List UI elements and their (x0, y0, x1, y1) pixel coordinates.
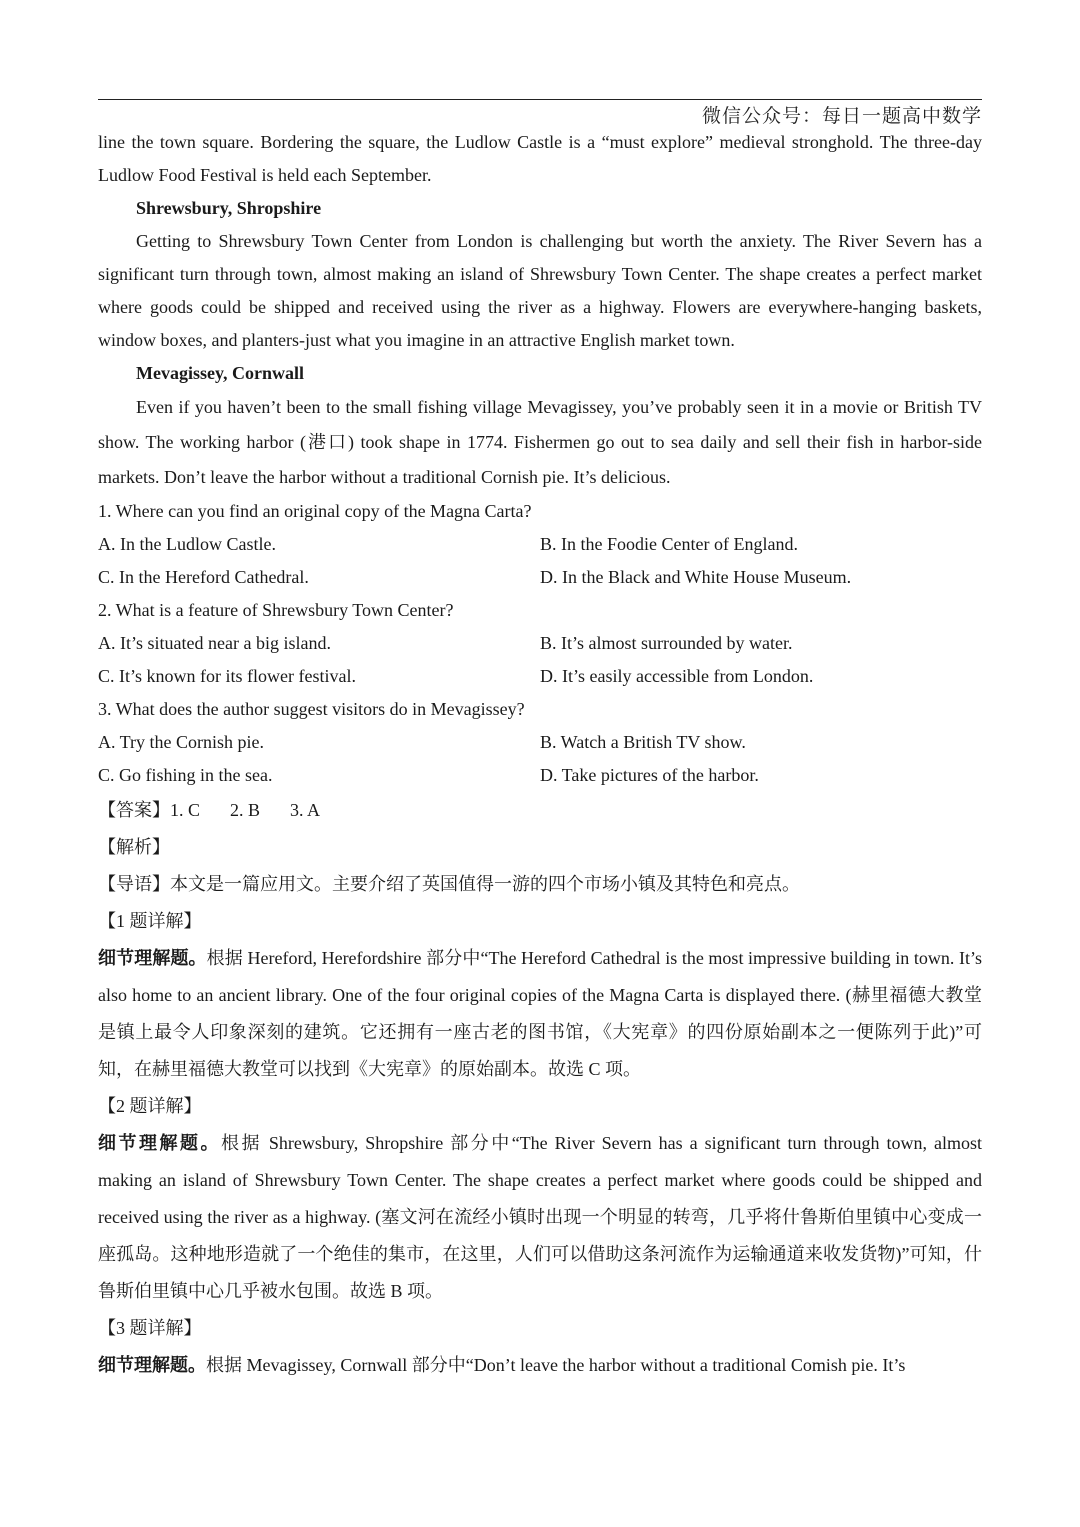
section-title-mevagissey: Mevagissey, Cornwall (136, 363, 304, 383)
detail-text-3 (98, 1347, 982, 1384)
guide-text: 本文是一篇应用文。主要介绍了英国值得一游的四个市场小镇及其特色和亮点。 (170, 874, 800, 894)
question-options (98, 528, 982, 594)
option-a: A. In the Ludlow Castle. (98, 534, 276, 554)
option-d: D. In the Black and White House Museum. (540, 567, 852, 587)
document-content (98, 126, 982, 1384)
detail-type: 细节理解题。 (98, 948, 207, 968)
option-c: C. Go fishing in the sea. (98, 765, 273, 785)
analysis-label: 【解析】 (98, 837, 170, 857)
option-b: B. It’s almost surrounded by water. (540, 633, 793, 653)
detail-body: 根据 Mevagissey, Cornwall 部分中“Don’t leave the harbor without a traditional Comish pie. It’s (206, 1355, 906, 1375)
question-2 (98, 594, 982, 693)
detail-text-1 (98, 940, 982, 1088)
question-stem: 1. Where can you find an original copy of the Magna Carta? (98, 501, 532, 521)
question-3 (98, 693, 982, 792)
detail-label-2: 【2 题详解】 (98, 1096, 202, 1116)
answer-2: 2. B (230, 800, 261, 820)
detail-type: 细节理解题。 (98, 1355, 206, 1375)
option-d: D. It’s easily accessible from London. (540, 666, 814, 686)
question-stem: 2. What is a feature of Shrewsbury Town Center? (98, 600, 454, 620)
answer-key (98, 792, 982, 829)
option-c: C. It’s known for its flower festival. (98, 666, 356, 686)
question-options (98, 627, 982, 693)
header-source: 微信公众号：每日一题高中数学 (701, 105, 982, 127)
detail-label-1: 【1 题详解】 (98, 911, 202, 931)
detail-body: 根据 Shrewsbury, Shropshire 部分中“The River Severn has a significant turn through town, almost making an island of Shrewsbury Town Center. The shape creates a perfect market where goods could be shipped and received using the river as a highway. (塞文河在流经小镇时出现一个明显的转弯，几乎将什鲁斯伯里镇中心变成一座孤岛。这种地形造就了一个绝佳的集市，在这里，人们可以借助这条河流作为运输通道来收发货物)”可知，什鲁斯伯里镇中心几乎被水包围。故选 B 项。 (98, 1133, 983, 1301)
question-1 (98, 495, 982, 594)
section-title-shrewsbury: Shrewsbury, Shropshire (136, 198, 322, 218)
guide-paragraph (98, 866, 982, 903)
option-c: C. In the Hereford Cathedral. (98, 567, 309, 587)
answer-1: 1. C (170, 800, 201, 820)
answer-3: 3. A (290, 800, 321, 820)
section-text-mevagissey: Even if you haven’t been to the small fishing village Mevagissey, you’ve probably seen it in a movie or British TV show. The working harbor (港口) took shape in 1774. Fishermen go out to sea daily and sell their fish in harbor-side markets. Don’t leave the harbor without a traditional Cornish pie. It’s delicious. (98, 397, 982, 487)
detail-label-3: 【3 题详解】 (98, 1318, 202, 1338)
detail-type: 细节理解题。 (98, 1133, 221, 1153)
question-stem: 3. What does the author suggest visitors do in Mevagissey? (98, 699, 525, 719)
option-b: B. Watch a British TV show. (540, 732, 746, 752)
detail-body: 根据 Hereford, Herefordshire 部分中“The Hereford Cathedral is the most impressive building in town. It’s also home to an ancient library. One of the four original copies of the Magna Carta is displayed there. (赫里福德大教堂是镇上最令人印象深刻的建筑。它还拥有一座古老的图书馆，《大宪章》的四份原始副本之一便陈列于此)”可知，在赫里福德大教堂可以找到《大宪章》的原始副本。故选 C 项。 (98, 948, 982, 1079)
question-options (98, 726, 982, 792)
guide-label: 【导语】 (98, 874, 170, 894)
option-a: A. It’s situated near a big island. (98, 633, 331, 653)
answer-label: 【答案】 (98, 800, 170, 820)
header-rule (98, 99, 982, 100)
option-a: A. Try the Cornish pie. (98, 732, 265, 752)
section-text-shrewsbury: Getting to Shrewsbury Town Center from London is challenging but worth the anxiety. The River Severn has a significant turn through town, almost making an island of Shrewsbury Town Center. The shape creates a perfect market where goods could be shipped and received using the river as a highway. Flowers are everywhere-hanging baskets, window boxes, and planters-just what you imagine in an attractive English market town. (98, 231, 982, 350)
detail-text-2 (98, 1125, 982, 1310)
passage-intro-continued: line the town square. Bordering the square, the Ludlow Castle is a “must explore” medieval stronghold. The three-day Ludlow Food Festival is held each September. (98, 132, 982, 185)
option-d: D. Take pictures of the harbor. (540, 765, 759, 785)
option-b: B. In the Foodie Center of England. (540, 534, 798, 554)
